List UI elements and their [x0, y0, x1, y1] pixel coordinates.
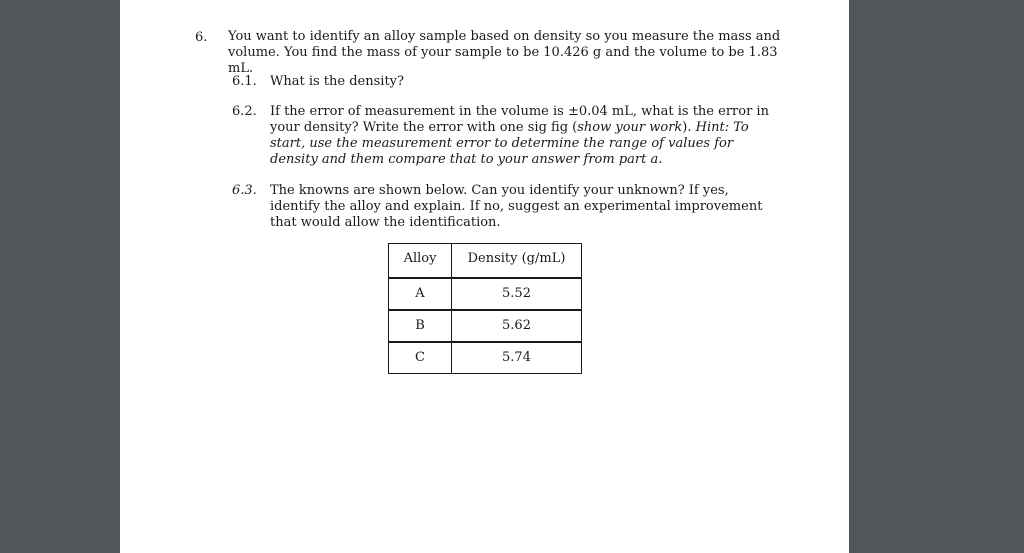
- table-cell-alloy: B: [389, 310, 452, 342]
- table-header-density: Density (g/mL): [452, 244, 582, 279]
- part-text-6-3: The knowns are shown below. Can you identify your unknown? If yes, identify the alloy and explain. If no, suggest an experimental improvement that would allow the identification.: [270, 183, 763, 230]
- table-cell-density: 5.74: [452, 342, 582, 374]
- knowns-table: [388, 243, 582, 374]
- table-header-row: [389, 244, 582, 279]
- table-cell-alloy: A: [389, 278, 452, 310]
- part-number-6-3: 6.3.: [232, 183, 257, 198]
- table-cell-density: 5.62: [452, 310, 582, 342]
- table-cell-alloy: C: [389, 342, 452, 374]
- part-number-6-1: 6.1.: [232, 74, 257, 89]
- part-text-6-1: What is the density?: [270, 74, 404, 89]
- table-header-alloy: Alloy: [389, 244, 452, 279]
- table-row: [389, 342, 582, 374]
- document-page: [120, 0, 849, 553]
- part-text-6-2: [270, 104, 770, 168]
- table-row: [389, 310, 582, 342]
- question-number: 6.: [195, 30, 208, 45]
- question-text: You want to identify an alloy sample based on density so you measure the mass and volume. You find the mass of your sample to be 10.426 g and the volume to be 1.83 mL.: [228, 29, 781, 76]
- part-text-6-2-italic-a: show your work: [577, 120, 683, 135]
- table-cell-density: 5.52: [452, 278, 582, 310]
- part-number-6-2: 6.2.: [232, 104, 257, 119]
- part-text-6-2-hint: Hint: To start, use the measurement error to determine the range of values for density and them compare that to your answer from part a.: [270, 120, 749, 167]
- table-row: [389, 278, 582, 310]
- part-text-6-2-a: If the error of measurement in the volume is ±0.04 mL, what is the error in your density? Write the error with one sig fig (: [270, 104, 769, 135]
- part-text-6-2-b: ).: [682, 120, 696, 135]
